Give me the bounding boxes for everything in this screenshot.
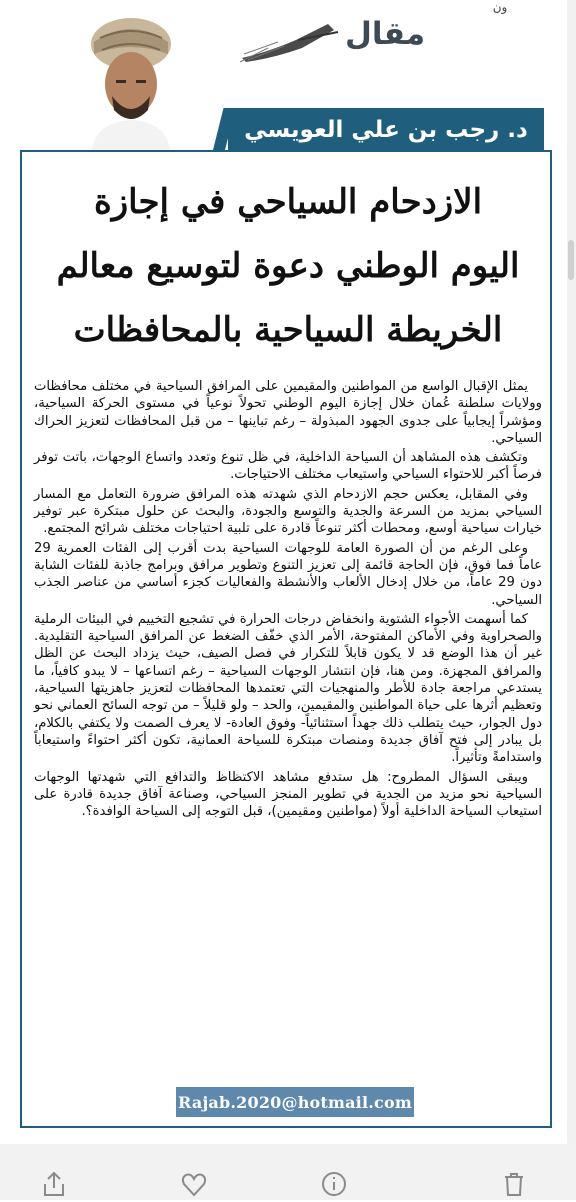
- author-email: Rajab.2020@hotmail.com: [176, 1087, 414, 1117]
- paragraph: كما أسهمت الأجواء الشتوية وانخفاض درجات الحرارة في تشجيع التخييم في البيئات الرملية والصحراوية وفي الأماكن المفتوحة، الأمر الذي خفّف الضغط عن المرافق السياحية التقليدية. غير أن هذا الوضع قد لا يكون قابلاً للتكرار في فصل الصيف، حيث يزداد البحث عن الظل والمرافق المجهزة. ومن هنا، فإن انتشار الوجهات السياحية – رغم اتساعها – لا يبدو كافياً، ما يستدعي مراجعة جادة للأطر والمنهجيات التي تعتمدها المحافظات لتعزيز جاهزيتها السياحية، وتعظيم أثرها على حياة المواطنين والمقيمين، والحد – ولو قليلاً – من توجه السائح العماني نحو دول الجوار، حيث يتطلب ذلك جهداً استثنائياً- وفوق العادة- لا يعرف الصمت ولا يكتفي بالكلام، بل يبادر إلى فتح آفاق جديدة ومنصات مبتكرة للسياحة العمانية، تكون أكثر احتواءً واستيعاباً واستدامةً وتأثيراً.: [34, 611, 542, 766]
- title-line: اليوم الوطني دعوة لتوسيع معالم: [56, 246, 520, 286]
- article-body: [34, 378, 542, 1083]
- paragraph: وفي المقابل، يعكس حجم الازدحام الذي شهدته هذه المرافق ضرورة التعامل مع المسار السياحي بمزيد من السرعة والجدية والتوسع والجودة، والبحث عن حلول مبتكرة عبر توفير خيارات سياحية أوسع، ومحطات أكثر تنوعاً قادرة على تلبية احتياجات مختلف شرائح المجتمع.: [34, 486, 542, 537]
- section-label: مقال: [344, 16, 426, 52]
- title-line: الخريطة السياحية بالمحافظات: [73, 310, 503, 350]
- author-photo: [82, 10, 180, 150]
- paragraph: وتكشف هذه المشاهد أن السياحة الداخلية، في ظل تنوع وتعدد واتساع الوجهات، باتت توفر فرصاً أكبر للاحتواء السياحي واستيعاب مختلف الاحتياجات.: [34, 450, 542, 483]
- delete-button[interactable]: [500, 1170, 540, 1200]
- paragraph: يمثل الإقبال الواسع من المواطنين والمقيمين على المرافق السياحية في مختلف محافظات وولايات سلطنة عُمان خلال إجازة اليوم الوطني تحولاً نوعياً في مستوى الحركة السياحية، ومؤشراً إيجابياً على جدوى الجهود المبذولة – رغم تباينها – من قبل المحافظات لتعزيز الحراك السياحي.: [34, 379, 542, 446]
- share-button[interactable]: [40, 1170, 80, 1200]
- info-icon: [320, 1170, 348, 1198]
- paragraph: ويبقى السؤال المطروح: هل ستدفع مشاهد الاكتظاظ والتدافع التي شهدتها الوجهات السياحية نحو مزيد من الجدية في تطوير المنجز السياحي، وصناعة آفاق جديدة قادرة على استيعاب السياحة الداخلية أولاً (مواطنين ومقيمين)، قبل التوجه إلى السياحة الوافدة؟.: [34, 769, 542, 820]
- scrollbar[interactable]: [567, 0, 576, 1200]
- corner-text: ون: [492, 0, 508, 14]
- article-header: [0, 0, 576, 160]
- favorite-button[interactable]: [180, 1170, 220, 1200]
- author-name: د. رجب بن علي العويسي: [228, 108, 544, 152]
- trash-icon: [500, 1170, 528, 1198]
- title-line: الازدحام السياحي في إجازة: [93, 182, 483, 222]
- pen-icon: [238, 18, 342, 64]
- info-button[interactable]: [320, 1170, 360, 1200]
- bottom-toolbar: [0, 1144, 576, 1200]
- paragraph: وعلى الرغم من أن الصورة العامة للوجهات السياحية بدت أقرب إلى الفئات العمرية 29 عاماً فما فوق، فإن الحاجة قائمة إلى تعزيز التنوع وتطوير مرافق وبرامج جاذبة للفئات الشابة دون 29 عاماً، من خلال إدخال الألعاب والأنشطة والفعاليات كجزء أساسي من عناصر الجذب السياحي.: [34, 540, 542, 608]
- share-icon: [40, 1170, 68, 1198]
- article-title: [40, 170, 536, 360]
- heart-icon: [180, 1170, 208, 1198]
- scrollbar-thumb[interactable]: [568, 240, 574, 280]
